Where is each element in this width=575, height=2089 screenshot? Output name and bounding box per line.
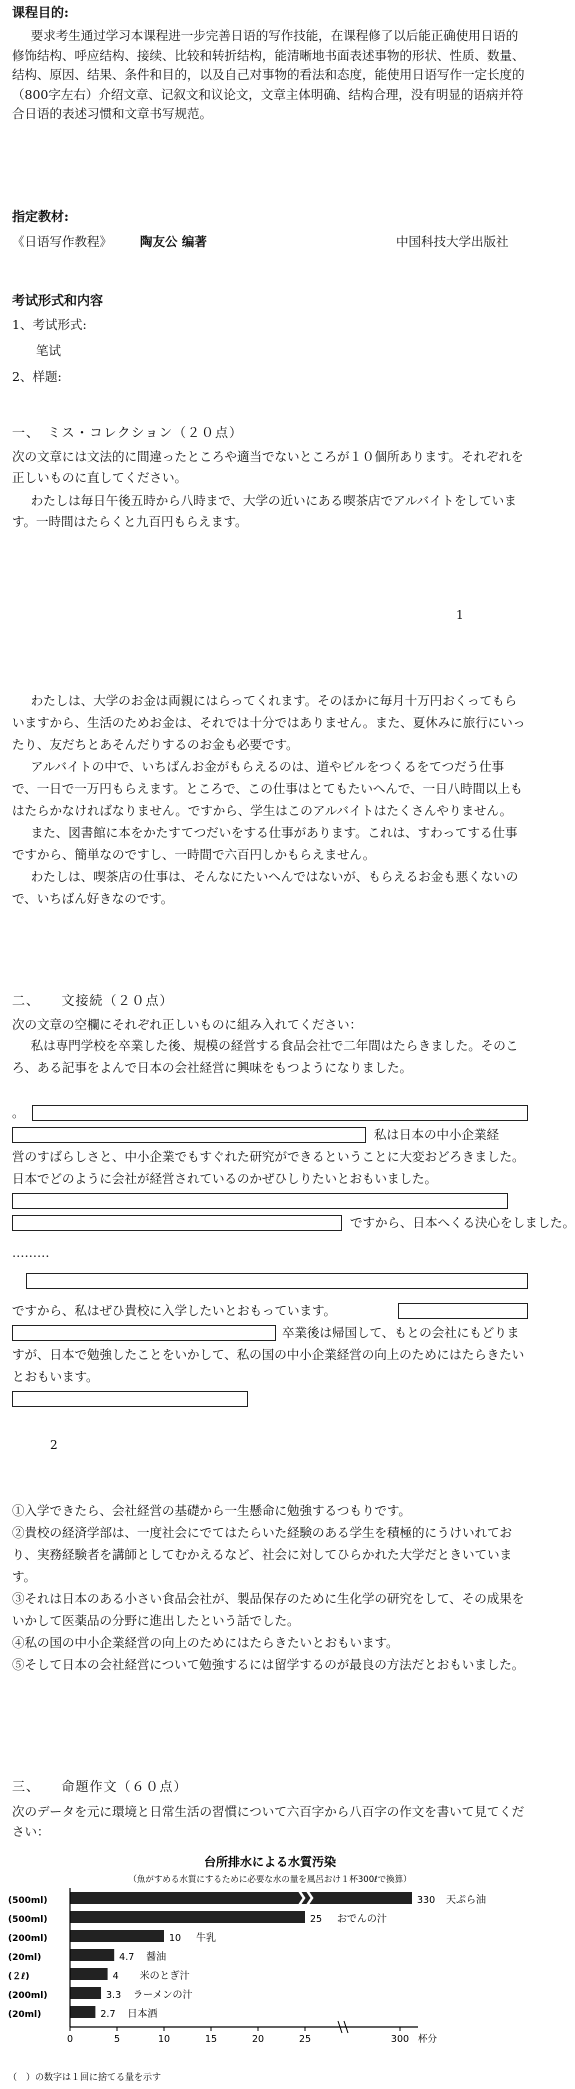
course-goal-section xyxy=(0,4,540,124)
blank-1-prefix: 。 xyxy=(12,1105,25,1120)
section-1 xyxy=(0,424,540,532)
section-2-paragraph-1: 私は専門学校を卒業した後、規模の経営する食品会社で二年間はたらきました。そのころ、ある記事をよんで日本の会社経営に興味をもつようになりました。 xyxy=(12,1038,519,1075)
x-tick-label: 15 xyxy=(204,2034,218,2045)
x-tick-label: 20 xyxy=(251,2034,265,2045)
section-1-paragraph-4: また、図書館に本をかたすてつだいをする仕事があります。これは、すわってする仕事ですから、簡単なのですし、一時間で六百円しかもらえません。 xyxy=(12,825,518,862)
bar xyxy=(70,1911,305,1923)
exam-item-2: 2、样题: xyxy=(12,369,62,384)
section-2-paragraph-4: ですから、私はぜひ貴校に入学したいとおもっています。 xyxy=(12,1303,337,1318)
chart-title: 台所排水による水質汚染 xyxy=(203,1855,337,1869)
textbook-section xyxy=(0,208,540,254)
chart-subtitle: （魚がすめる水質にするために必要な水の量を風呂おけ１杯300ℓで換算） xyxy=(128,1875,412,1885)
bar xyxy=(70,1987,101,1999)
x-axis-unit: 杯分 xyxy=(418,2034,438,2045)
textbook-heading: 指定教材: xyxy=(12,210,69,225)
section-2-paragraph-5: 卒業後は帰国して、もとの会社にもどりますが、日本で勉強したことをいかして、私の国の中小企業経営の向上のためにはたらきたいとおもいます。 xyxy=(12,1325,525,1384)
value-label: 330 xyxy=(417,1895,436,1906)
section-2-blanks xyxy=(0,1102,575,1410)
section-3 xyxy=(0,1778,540,1842)
exam-item-1: 1、考试形式: xyxy=(12,317,87,332)
blank-box-1[interactable] xyxy=(32,1105,528,1121)
x-tick-label: 5 xyxy=(113,2034,121,2045)
textbook-publisher: 中国科技大学出版社 xyxy=(396,234,509,249)
section-2 xyxy=(0,992,540,1079)
section-2-instruction: 次の文章の空欄にそれぞれ正しいものに組み入れてください： xyxy=(12,1017,363,1032)
exam-item-1-value: 笔试 xyxy=(36,343,62,358)
water-pollution-chart xyxy=(0,1852,540,2086)
section-2-options xyxy=(0,1500,540,1676)
x-tick-label: 0 xyxy=(66,2034,74,2045)
amount-label: (20ml) xyxy=(8,2010,42,2020)
section-3-title: 三、 命題作文（６０点） xyxy=(12,1780,188,1795)
x-tick-label: 10 xyxy=(157,2034,171,2045)
page-number-1: 1 xyxy=(456,608,464,622)
bar xyxy=(70,1930,164,1942)
value-label: 2.7 xyxy=(100,2009,116,2020)
section-1-paragraph-3: アルバイトの中で、いちばんお金がもらえるのは、道やビルをつくるをてつだう仕事で、一日で一万円もらえます。ところで、この仕事はとてもたいへんで、一日八時間以上もはたらかなければなりません。ですから、学生はこのアルバイトはたくさんやりません。 xyxy=(12,759,523,818)
chart-footnote: （ ）の数字は１回に捨てる量を示す xyxy=(8,2073,162,2083)
value-label: 25 xyxy=(310,1914,323,1925)
amount-label: (２ℓ) xyxy=(8,1972,30,1982)
bar xyxy=(70,1949,114,1961)
blank-box-5[interactable] xyxy=(26,1273,528,1289)
blank-box-4[interactable] xyxy=(12,1215,342,1231)
bar xyxy=(70,2006,95,2018)
section-1-paragraph-5: わたしは、喫茶店の仕事は、そんなにたいへんではないが、もらえるお金も悪くないので、いちばん好きなのです。 xyxy=(12,869,519,906)
category-label: 米のとぎ汁 xyxy=(139,1971,190,1982)
value-label: 10 xyxy=(169,1933,182,1944)
section-2-paragraph-2a: 私は日本の中小企業経 xyxy=(374,1127,500,1142)
category-label: 天ぷら油 xyxy=(446,1895,486,1906)
value-label: 4.7 xyxy=(119,1952,135,1963)
amount-label: (500ml) xyxy=(8,1915,48,1925)
blank-box-7[interactable] xyxy=(12,1325,276,1341)
category-label: 醤油 xyxy=(146,1952,167,1963)
bar xyxy=(70,1968,108,1980)
section-2-paragraph-2b: 営のすばらしさと、中小企業でもすぐれた研究ができるということに大変おどろきました。日本でどのように会社が経営されているのかぜひしりたいとおもいました。 xyxy=(12,1149,525,1186)
amount-label: (500ml) xyxy=(8,1896,48,1906)
category-label: 牛乳 xyxy=(196,1933,216,1944)
category-label: おでんの汁 xyxy=(337,1914,387,1925)
section-1-paragraph-2: わたしは、大学のお金は両親にはらってくれます。そのほかに毎月十万円おくってもらいますから、生活のためお金は、それでは十分ではありません。また、夏休みに旅行にいったり、友だちとあそんだりするのお金も必要です。 xyxy=(12,693,526,752)
blank-box-2[interactable] xyxy=(12,1127,366,1143)
option-2: ②貴校の経済学部は、一度社会にでてはたらいた経験のある学生を積極的にうけいれており、実務経験者を講師としてむかえるなど、社会に対してひらかれた大学だときいています。 xyxy=(12,1525,513,1584)
blank-box-8[interactable] xyxy=(12,1391,248,1407)
section-1-title: 一、 ミス・コレクション（２０点） xyxy=(12,426,243,441)
amount-label: (200ml) xyxy=(8,1991,48,2001)
x-tick-label: 25 xyxy=(298,2034,312,2045)
page-number-2: 2 xyxy=(50,1438,58,1452)
course-goal-heading: 课程目的: xyxy=(12,6,69,21)
exam-section xyxy=(0,292,540,390)
blank-box-6[interactable] xyxy=(398,1303,528,1319)
amount-label: (200ml) xyxy=(8,1934,48,1944)
category-label: ラーメンの汁 xyxy=(133,1990,193,2001)
section-1-instruction: 次の文章には文法的に間違ったところや適当でないところが１０個所あります。それぞれを正しいものに直してください。 xyxy=(12,449,524,485)
section-2-paragraph-3: ですから、日本へくる決心をしました。 xyxy=(350,1215,575,1230)
x-tick-label: 300 xyxy=(390,2034,410,2045)
value-label: 3.3 xyxy=(106,1990,122,2001)
course-goal-body: 要求考生通过学习本课程进一步完善日语的写作技能，在课程修了以后能正确使用日语的修饰结构、呼应结构、接续、比较和转折结构，能清晰地书面表述事物的形状、性质、数量、结构、原因、结果、条件和目的，以及自己对事物的看法和态度，能使用日语写作一定长度的（800字左右）介绍文章、记叙文和议论文，文章主体明确、结构合理，没有明显的语病并符合日语的表述习惯和文章书写规范。 xyxy=(12,28,525,121)
section-2-title: 二、 文接続（２０点） xyxy=(12,994,174,1009)
option-4: ④私の国の中小企業経営の向上のためにはたらきたいとおもいます。 xyxy=(12,1635,399,1650)
blank-box-3[interactable] xyxy=(12,1193,508,1209)
value-label: 4 xyxy=(112,1971,119,1982)
option-3: ③それは日本のある小さい食品会社が、製品保存のために生化学の研究をして、その成果をいかして医薬品の分野に進出したという話でした。 xyxy=(12,1591,525,1628)
section-2-ellipsis: ……… xyxy=(12,1245,50,1260)
option-5: ⑤そして日本の会社経営について勉強するには留学するのが最良の方法だとおもいました。 xyxy=(12,1657,525,1672)
section-1-paragraph-1: わたしは毎日午後五時から八時まで、大学の近いにある喫茶店でアルバイトをしています。一時間はたらくと九百円もらえます。 xyxy=(12,493,517,529)
exam-heading: 考试形式和内容 xyxy=(12,294,104,309)
option-1: ①入学できたら、会社経営の基礎から一生懸命に勉強するつもりです。 xyxy=(12,1503,411,1518)
amount-label: (20ml) xyxy=(8,1953,42,1963)
category-label: 日本酒 xyxy=(127,2009,158,2020)
textbook-author: 陶友公 编著 xyxy=(140,234,207,249)
bar xyxy=(70,1892,412,1904)
section-1-continued xyxy=(0,690,540,910)
textbook-title: 《日语写作教程》 xyxy=(12,234,113,249)
section-3-instruction: 次のデータを元に環境と日常生活の習慣について六百字から八百字の作文を書いて見てください： xyxy=(12,1804,525,1839)
